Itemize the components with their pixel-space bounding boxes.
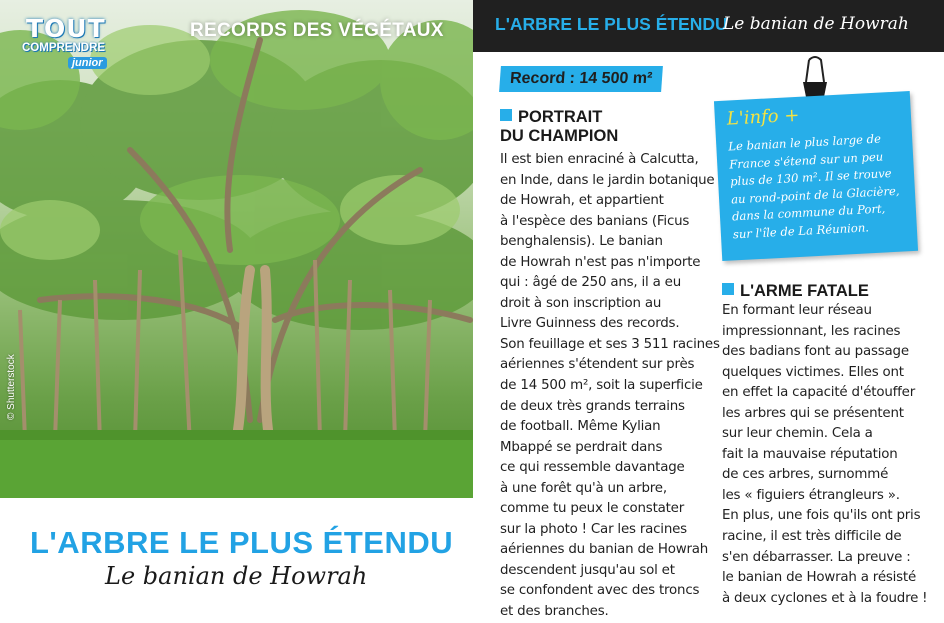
portrait-line: descendent jusqu'au sol et — [500, 562, 675, 578]
portrait-heading-line1: PORTRAIT — [518, 108, 603, 126]
arme-line: fait la mauvaise réputation — [722, 446, 898, 462]
header-title: L'ARBRE LE PLUS ÉTENDU — [495, 14, 728, 34]
arme-line: sur leur chemin. Cela a — [722, 426, 873, 442]
portrait-line: à une forêt qu'à un arbre, — [500, 480, 667, 496]
arme-line: quelques victimes. Elles ont — [722, 364, 904, 380]
info-line: Le banian le plus large de — [727, 131, 882, 154]
portrait-line: aériennes du banian de Howrah — [500, 542, 709, 558]
info-title: L'info + — [726, 104, 800, 130]
arme-line: le banian de Howrah a résisté — [722, 570, 917, 586]
brand-line3: junior — [68, 57, 107, 69]
arme-heading-text: L'ARME FATALE — [740, 282, 869, 300]
portrait-line: qui : âgé de 250 ans, il a eu — [500, 275, 682, 291]
info-card — [714, 91, 918, 261]
portrait-line: Il est bien enraciné à Calcutta, — [500, 152, 699, 167]
arme-line: en effet la capacité d'étouffer — [722, 385, 915, 401]
portrait-line: à l'espèce des banians (Ficus — [500, 213, 690, 229]
portrait-line: ce qui ressemble davantage — [500, 460, 685, 476]
footer-subtitle: Le banian de Howrah — [105, 562, 368, 590]
brand-line2: COMPRENDRE — [22, 42, 106, 54]
portrait-line: de Howrah n'est pas n'importe — [500, 254, 701, 270]
arme-line: racine, il est très difficile de — [722, 529, 902, 545]
arme-line: des badians font au passage — [722, 344, 909, 360]
portrait-line: aériennes s'étendent sur près — [500, 357, 695, 373]
portrait-line: de deux très grands terrains — [500, 398, 685, 414]
info-line: France s'étend sur un peu — [728, 148, 884, 172]
info-line: au rond-point de la Glacière, — [730, 183, 900, 206]
portrait-line: comme tu peux le constater — [500, 501, 685, 517]
arme-line: les arbres qui se présentent — [722, 405, 904, 421]
brand-logo — [20, 14, 120, 74]
arme-line: s'en débarrasser. La preuve : — [722, 549, 911, 565]
record-badge: Record : 14 500 m² — [499, 66, 663, 92]
header-subtitle: Le banian de Howrah — [723, 14, 909, 34]
footer-title: L'ARBRE LE PLUS ÉTENDU — [30, 525, 454, 560]
arme-line: de ces arbres, surnommé — [722, 467, 889, 483]
info-text — [728, 130, 902, 244]
portrait-line: se confondent avec des troncs — [500, 583, 700, 599]
portrait-line: benghalensis). Le banian — [500, 234, 663, 250]
portrait-line: de Howrah, et appartient — [500, 193, 664, 209]
banyan-tree-illustration — [0, 0, 473, 498]
info-line: plus de 130 m². Il se trouve — [729, 166, 892, 189]
brand-line1: TOUT — [26, 14, 106, 43]
portrait-text — [500, 150, 720, 623]
arme-line: à deux cyclones et à la foudre ! — [722, 590, 928, 606]
portrait-line: Son feuillage et ses 3 511 racines — [500, 336, 720, 352]
info-line: sur l'île de La Réunion. — [732, 219, 870, 241]
photo-credit: © Shutterstock — [6, 354, 17, 420]
portrait-heading — [500, 108, 618, 146]
portrait-line: sur la photo ! Car les racines — [500, 521, 687, 537]
square-bullet-icon — [722, 283, 734, 295]
portrait-line: de 14 500 m², soit la superficie — [500, 378, 703, 394]
arme-line: En formant leur réseau — [722, 303, 872, 318]
portrait-heading-line2: DU CHAMPION — [500, 127, 619, 145]
square-bullet-icon — [500, 109, 512, 121]
portrait-line: droit à son inscription au — [500, 295, 662, 311]
info-line: dans la commune du Port, — [731, 201, 886, 224]
portrait-line: et des branches. — [500, 604, 609, 620]
portrait-line: Livre Guinness des records. — [500, 316, 680, 332]
arme-text — [722, 301, 927, 609]
section-label: RECORDS DES VÉGÉTAUX — [190, 20, 444, 41]
arme-line: impressionnant, les racines — [722, 323, 901, 339]
banyan-photo — [0, 0, 473, 498]
arme-heading — [722, 282, 869, 301]
arme-line: les « figuiers étrangleurs ». — [722, 487, 900, 503]
article-header — [473, 0, 944, 52]
portrait-line: en Inde, dans le jardin botanique — [500, 172, 715, 188]
arme-line: En plus, une fois qu'ils ont pris — [722, 508, 921, 524]
portrait-line: Mbappé se perdrait dans — [500, 439, 663, 455]
portrait-line: de football. Même Kylian — [500, 419, 661, 435]
